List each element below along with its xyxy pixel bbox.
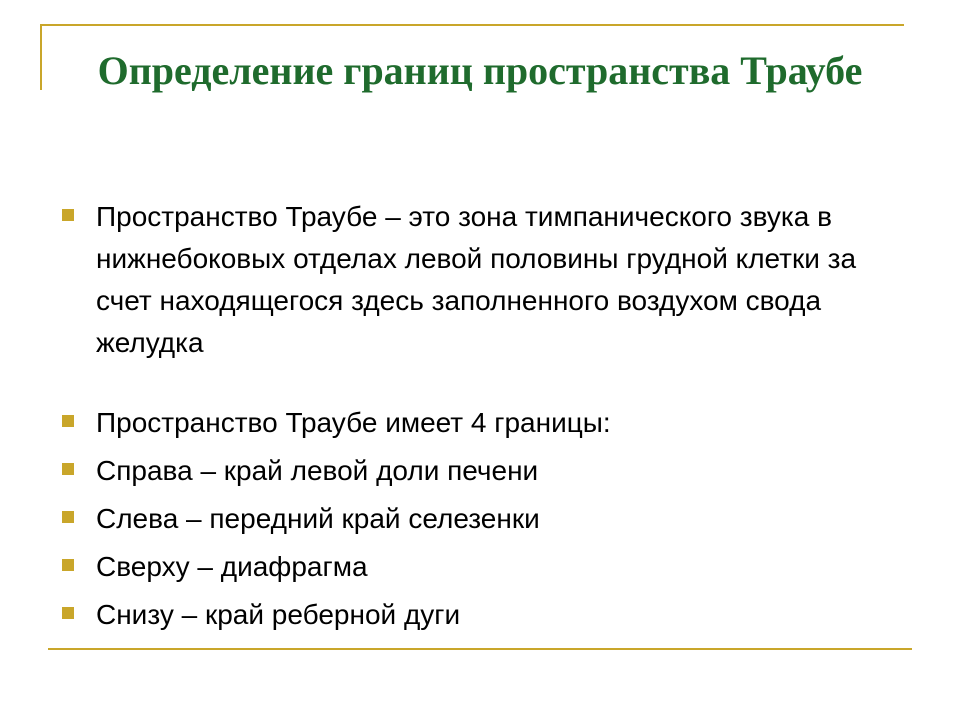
square-bullet-icon (62, 559, 74, 571)
square-bullet-icon (62, 463, 74, 475)
bullet-item (60, 546, 880, 588)
bullet-item (60, 196, 880, 364)
square-bullet-icon (62, 511, 74, 523)
square-bullet-icon (62, 415, 74, 427)
square-bullet-icon (62, 209, 74, 221)
bullet-text: Справа – край левой доли печени (96, 455, 539, 486)
bullet-text: Сверху – диафрагма (96, 551, 368, 582)
slide-title: Определение границ пространства Траубе (97, 48, 863, 93)
bullet-text: Пространство Траубе имеет 4 границы: (96, 407, 611, 438)
bullet-text: Слева – передний край селезенки (96, 503, 540, 534)
bullet-item (60, 594, 880, 636)
square-bullet-icon (62, 607, 74, 619)
frame-line-left (40, 24, 42, 90)
bullet-text: Снизу – край реберной дуги (96, 599, 461, 630)
bullet-item (60, 498, 880, 540)
bullet-list (60, 196, 880, 642)
bullet-item (60, 450, 880, 492)
bullet-item (60, 402, 880, 444)
bullet-text: Пространство Траубе – это зона тимпанического звука в нижнебоковых отделах левой половины грудной клетки за счет находящегося здесь заполненного воздухом свода желудка (96, 201, 857, 358)
frame-line-bottom (48, 648, 912, 650)
frame-line-top (40, 24, 904, 26)
